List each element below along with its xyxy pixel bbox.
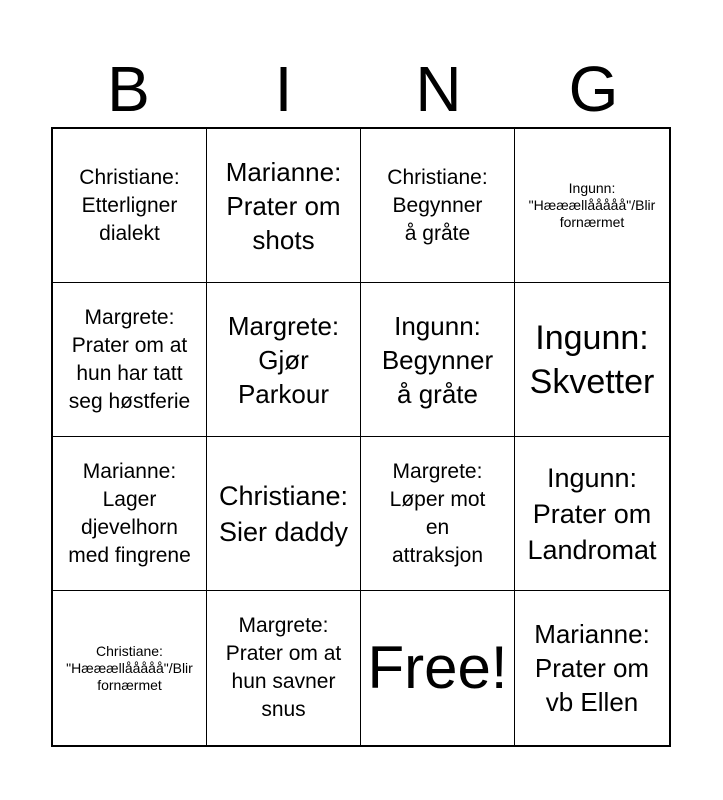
- bingo-cell[interactable]: [53, 591, 207, 745]
- bingo-cell[interactable]: [53, 437, 207, 591]
- bingo-cell[interactable]: [207, 591, 361, 745]
- bingo-cell[interactable]: [207, 129, 361, 283]
- bingo-cell[interactable]: [207, 283, 361, 437]
- bingo-cell[interactable]: [53, 129, 207, 283]
- bingo-cell[interactable]: [515, 129, 669, 283]
- bingo-title: [51, 52, 671, 126]
- cell-text: Christiane: Etterligner dialekt: [79, 165, 180, 245]
- free-space-label: Free!: [367, 634, 508, 701]
- cell-text: Christiane: Begynner å gråte: [387, 165, 488, 245]
- cell-text: Margrete: Løper mot en attraksjon: [389, 459, 486, 567]
- cell-text: Marianne: Prater om vb Ellen: [534, 619, 650, 717]
- bingo-cell[interactable]: [515, 437, 669, 591]
- bingo-cell[interactable]: [207, 437, 361, 591]
- cell-text: Margrete: Prater om at hun savner snus: [225, 614, 342, 721]
- bingo-free-cell[interactable]: [361, 591, 515, 745]
- title-letter-b: B: [107, 53, 150, 125]
- cell-text: Ingunn: Begynner å gråte: [381, 310, 494, 409]
- cell-text: Marianne: Prater om shots: [225, 156, 342, 255]
- title-letter-i: I: [274, 53, 293, 125]
- bingo-cell[interactable]: [515, 591, 669, 745]
- cell-text: Christiane: Sier daddy: [218, 480, 349, 547]
- bingo-cell[interactable]: [361, 283, 515, 437]
- title-letter-n: N: [415, 53, 462, 125]
- cell-text: Ingunn: Prater om Landromat: [527, 462, 657, 565]
- bingo-cell[interactable]: [361, 129, 515, 283]
- cell-text: Margrete: Prater om at hun har tatt seg høstferie: [68, 305, 191, 413]
- bingo-cell[interactable]: [515, 283, 669, 437]
- cell-text: Ingunn: "Hææællååååå"/Blir fornærmet: [528, 180, 656, 230]
- bingo-cell[interactable]: [361, 437, 515, 591]
- cell-text: Marianne: Lager djevelhorn med fingrene: [68, 459, 191, 567]
- bingo-cell[interactable]: [53, 283, 207, 437]
- cell-text: Christiane: "Hææællååååå"/Blir fornærmet: [66, 642, 193, 693]
- cell-text: Margrete: Gjør Parkour: [227, 310, 340, 409]
- cell-text: Ingunn: Skvetter: [529, 318, 655, 401]
- title-letter-g: G: [568, 53, 619, 125]
- bingo-board: [51, 127, 671, 747]
